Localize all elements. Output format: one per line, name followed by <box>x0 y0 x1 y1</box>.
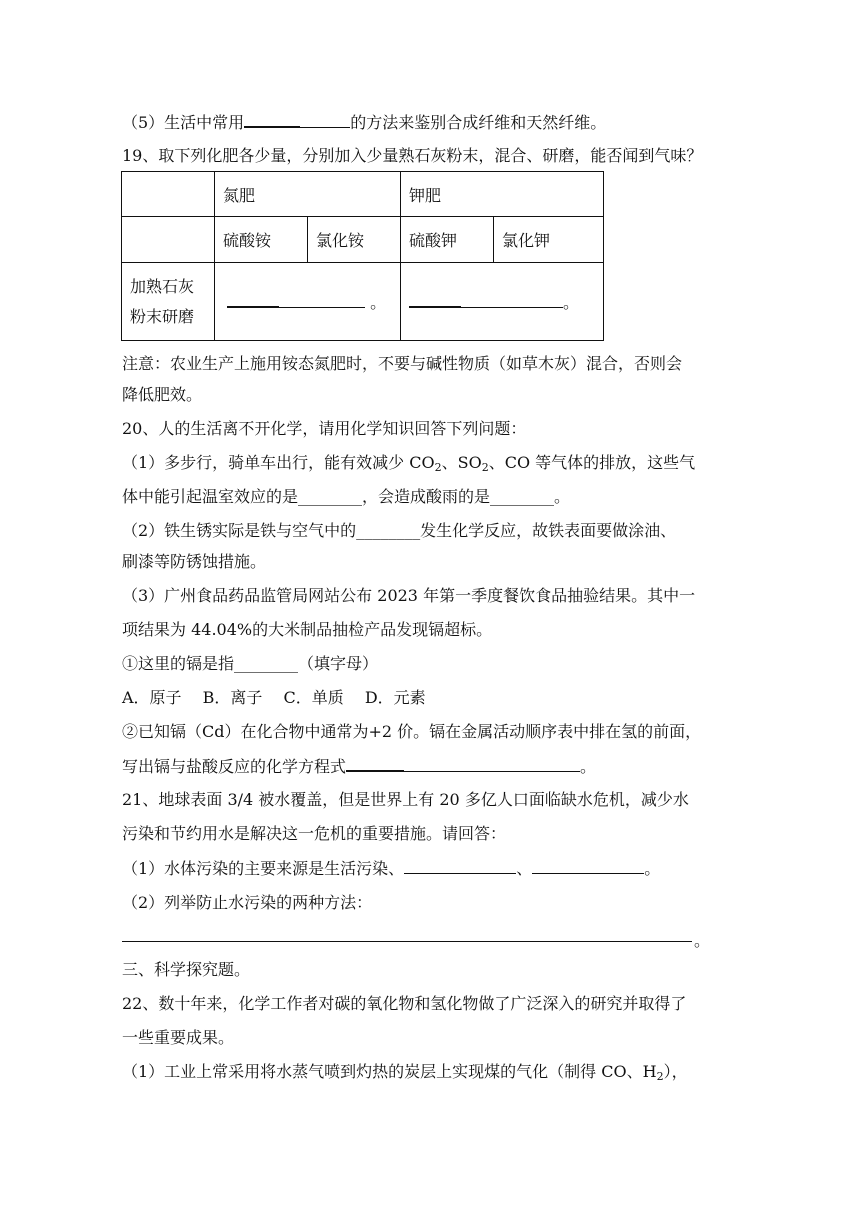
answer-blank <box>346 755 404 772</box>
q21-stem-line1: 21、地球表面 3/4 被水覆盖，但是世界上有 20 多亿人口面临缺水危机，减少水 <box>122 790 689 809</box>
table-cell-empty <box>122 217 215 263</box>
answer-blank <box>300 112 350 128</box>
table-header-nitrogen: 氮肥 <box>215 172 401 217</box>
q21-part2: （2）列举防止水污染的两种方法： <box>122 893 373 912</box>
q19-note-line2: 降低肥效。 <box>122 385 203 404</box>
q22-part1: （1）工业上常采用将水蒸气喷到灼热的炭层上实现煤的气化（制得 CO、$H_2$）， <box>122 1062 688 1083</box>
answer-blank <box>227 291 279 308</box>
answer-blank <box>404 756 580 772</box>
answer-line <box>122 941 692 942</box>
answer-cell-potassium: 。 <box>401 263 604 341</box>
q20-part1-line1: （1）多步行，骑单车出行，能有效减少 $CO_2$、$SO_2$、CO 等气体的排放，这些气 <box>122 453 696 474</box>
table-cell: 氯化钾 <box>494 217 604 263</box>
q20-part2-line2: 刷漆等防锈蚀措施。 <box>122 552 267 571</box>
q20-part3-line1: （3）广州食品药品监管局网站公布 2023 年第一季度餐饮食品抽验结果。其中一 <box>122 586 696 605</box>
table-cell: 氯化铵 <box>308 217 401 263</box>
answer-cell-nitrogen: 。 <box>215 263 401 341</box>
answer-blank <box>279 292 365 308</box>
q20-options: A．原子 B．离子 C．单质 D．元素 <box>122 688 426 707</box>
answer-line-end: 。 <box>694 931 711 950</box>
q20-part3-line2: 项结果为 44.04%的大米制品抽检产品发现镉超标。 <box>122 620 493 639</box>
answer-blank <box>244 111 300 128</box>
q20-part2-line1: （2）铁生锈实际是铁与空气中的________发生化学反应，故铁表面要做涂油、 <box>122 521 677 540</box>
answer-blank <box>404 858 516 874</box>
table-cell: 硫酸钾 <box>401 217 494 263</box>
answer-blank <box>532 858 644 874</box>
table-row-label: 加熟石灰 粉末研磨 <box>122 263 215 341</box>
q19-note-line1: 注意：农业生产上施用铵态氮肥时，不要与碱性物质（如草木灰）混合，否则会 <box>122 354 683 373</box>
q21-stem-line2: 污染和节约用水是解决这一危机的重要措施。请回答： <box>122 824 507 843</box>
fertilizer-table <box>121 171 604 341</box>
q20-stem: 20、人的生活离不开化学，请用化学知识回答下列问题： <box>122 419 527 438</box>
table-cell-empty <box>122 172 215 217</box>
q19-stem: 19、取下列化肥各少量，分别加入少量熟石灰粉末，混合、研磨，能否闻到气味？ <box>122 146 703 165</box>
q20-part3-question2-line2: 写出镉与盐酸反应的化学方程式 。 <box>122 757 597 776</box>
table-cell: 硫酸铵 <box>215 217 308 263</box>
q22-stem-line2: 一些重要成果。 <box>122 1028 235 1047</box>
q20-part3-question1: ①这里的镉是指________（填字母） <box>122 654 379 673</box>
q20-part3-question2-line1: ②已知镉（Cd）在化合物中通常为+2 价。镉在金属活动顺序表中排在氢的前面， <box>122 722 702 741</box>
q20-part1-line2: 体中能引起温室效应的是________，会造成酸雨的是________。 <box>122 487 571 506</box>
answer-blank <box>461 292 563 308</box>
q18-part5: （5）生活中常用 的方法来鉴别合成纤维和天然纤维。 <box>122 113 607 132</box>
section-3-heading: 三、科学探究题。 <box>122 960 251 979</box>
q21-part1: （1）水体污染的主要来源是生活污染、 、 。 <box>122 859 661 878</box>
q22-stem-line1: 22、数十年来，化学工作者对碳的氧化物和氢化物做了广泛深入的研究并取得了 <box>122 994 687 1013</box>
answer-blank <box>409 291 461 308</box>
table-header-potassium: 钾肥 <box>401 172 604 217</box>
